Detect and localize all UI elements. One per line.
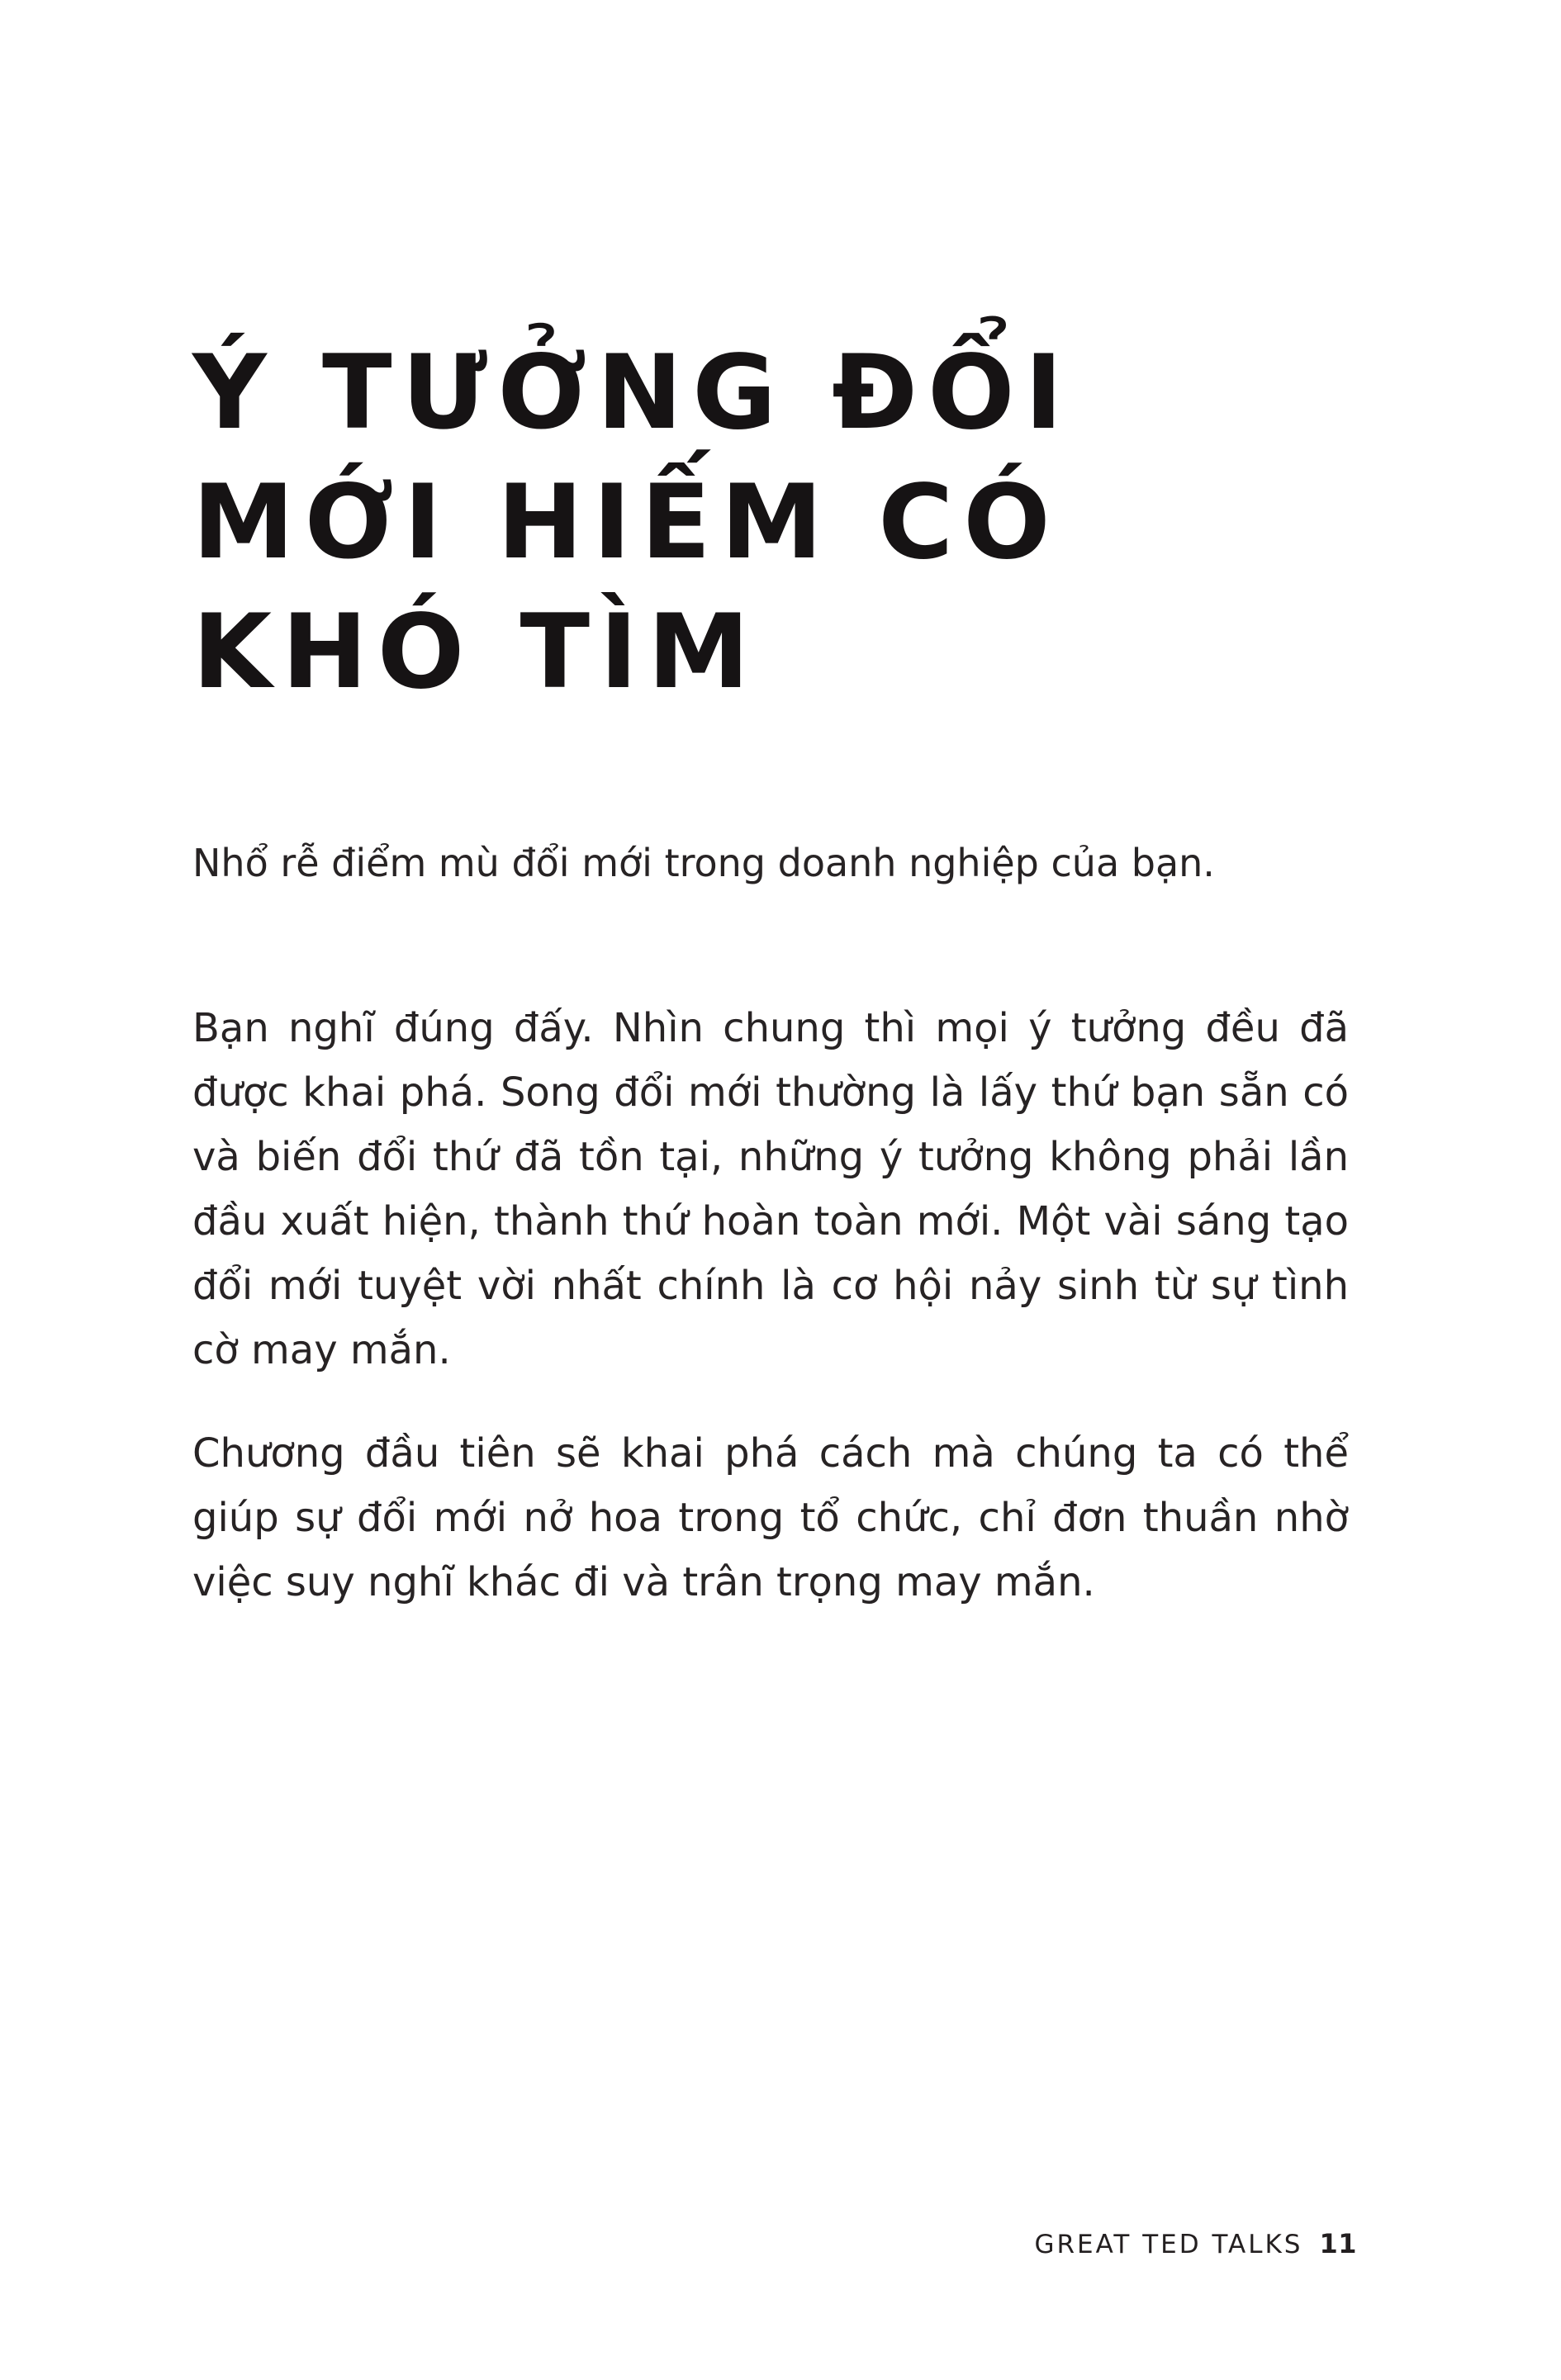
chapter-body — [192, 996, 1349, 1614]
running-footer — [1034, 2228, 1357, 2259]
footer-page-number: 11 — [1319, 2228, 1357, 2259]
chapter-title — [192, 329, 1073, 718]
body-paragraph-2: Chương đầu tiên sẽ khai phá cách mà chúng ta có thể giúp sự đổi mới nở hoa trong tổ chức, chỉ đơn thuần nhờ việc suy nghĩ khác đi và trân trọng may mắn. — [192, 1430, 1349, 1605]
chapter-title-line-3: KHÓ TÌM — [192, 593, 760, 712]
chapter-title-line-1: Ý TƯỞNG ĐỔI — [192, 334, 1073, 453]
chapter-subtitle: Nhổ rễ điểm mù đổi mới trong doanh nghiệp của bạn. — [192, 841, 1215, 885]
body-paragraph-1: Bạn nghĩ đúng đấy. Nhìn chung thì mọi ý tưởng đều đã được khai phá. Song đổi mới thường là lấy thứ bạn sẵn có và biến đổi thứ đã tồn tại, những ý tưởng không phải lần đầu xuất hiện, thành thứ hoàn toàn mới. Một vài sáng tạo đổi mới tuyệt vời nhất chính là cơ hội nảy sinh từ sự tình cờ may mắn. — [192, 1005, 1349, 1373]
chapter-title-line-2: MỚI HIẾM CÓ — [192, 463, 1060, 582]
footer-book-title: GREAT TED TALKS — [1034, 2230, 1303, 2259]
